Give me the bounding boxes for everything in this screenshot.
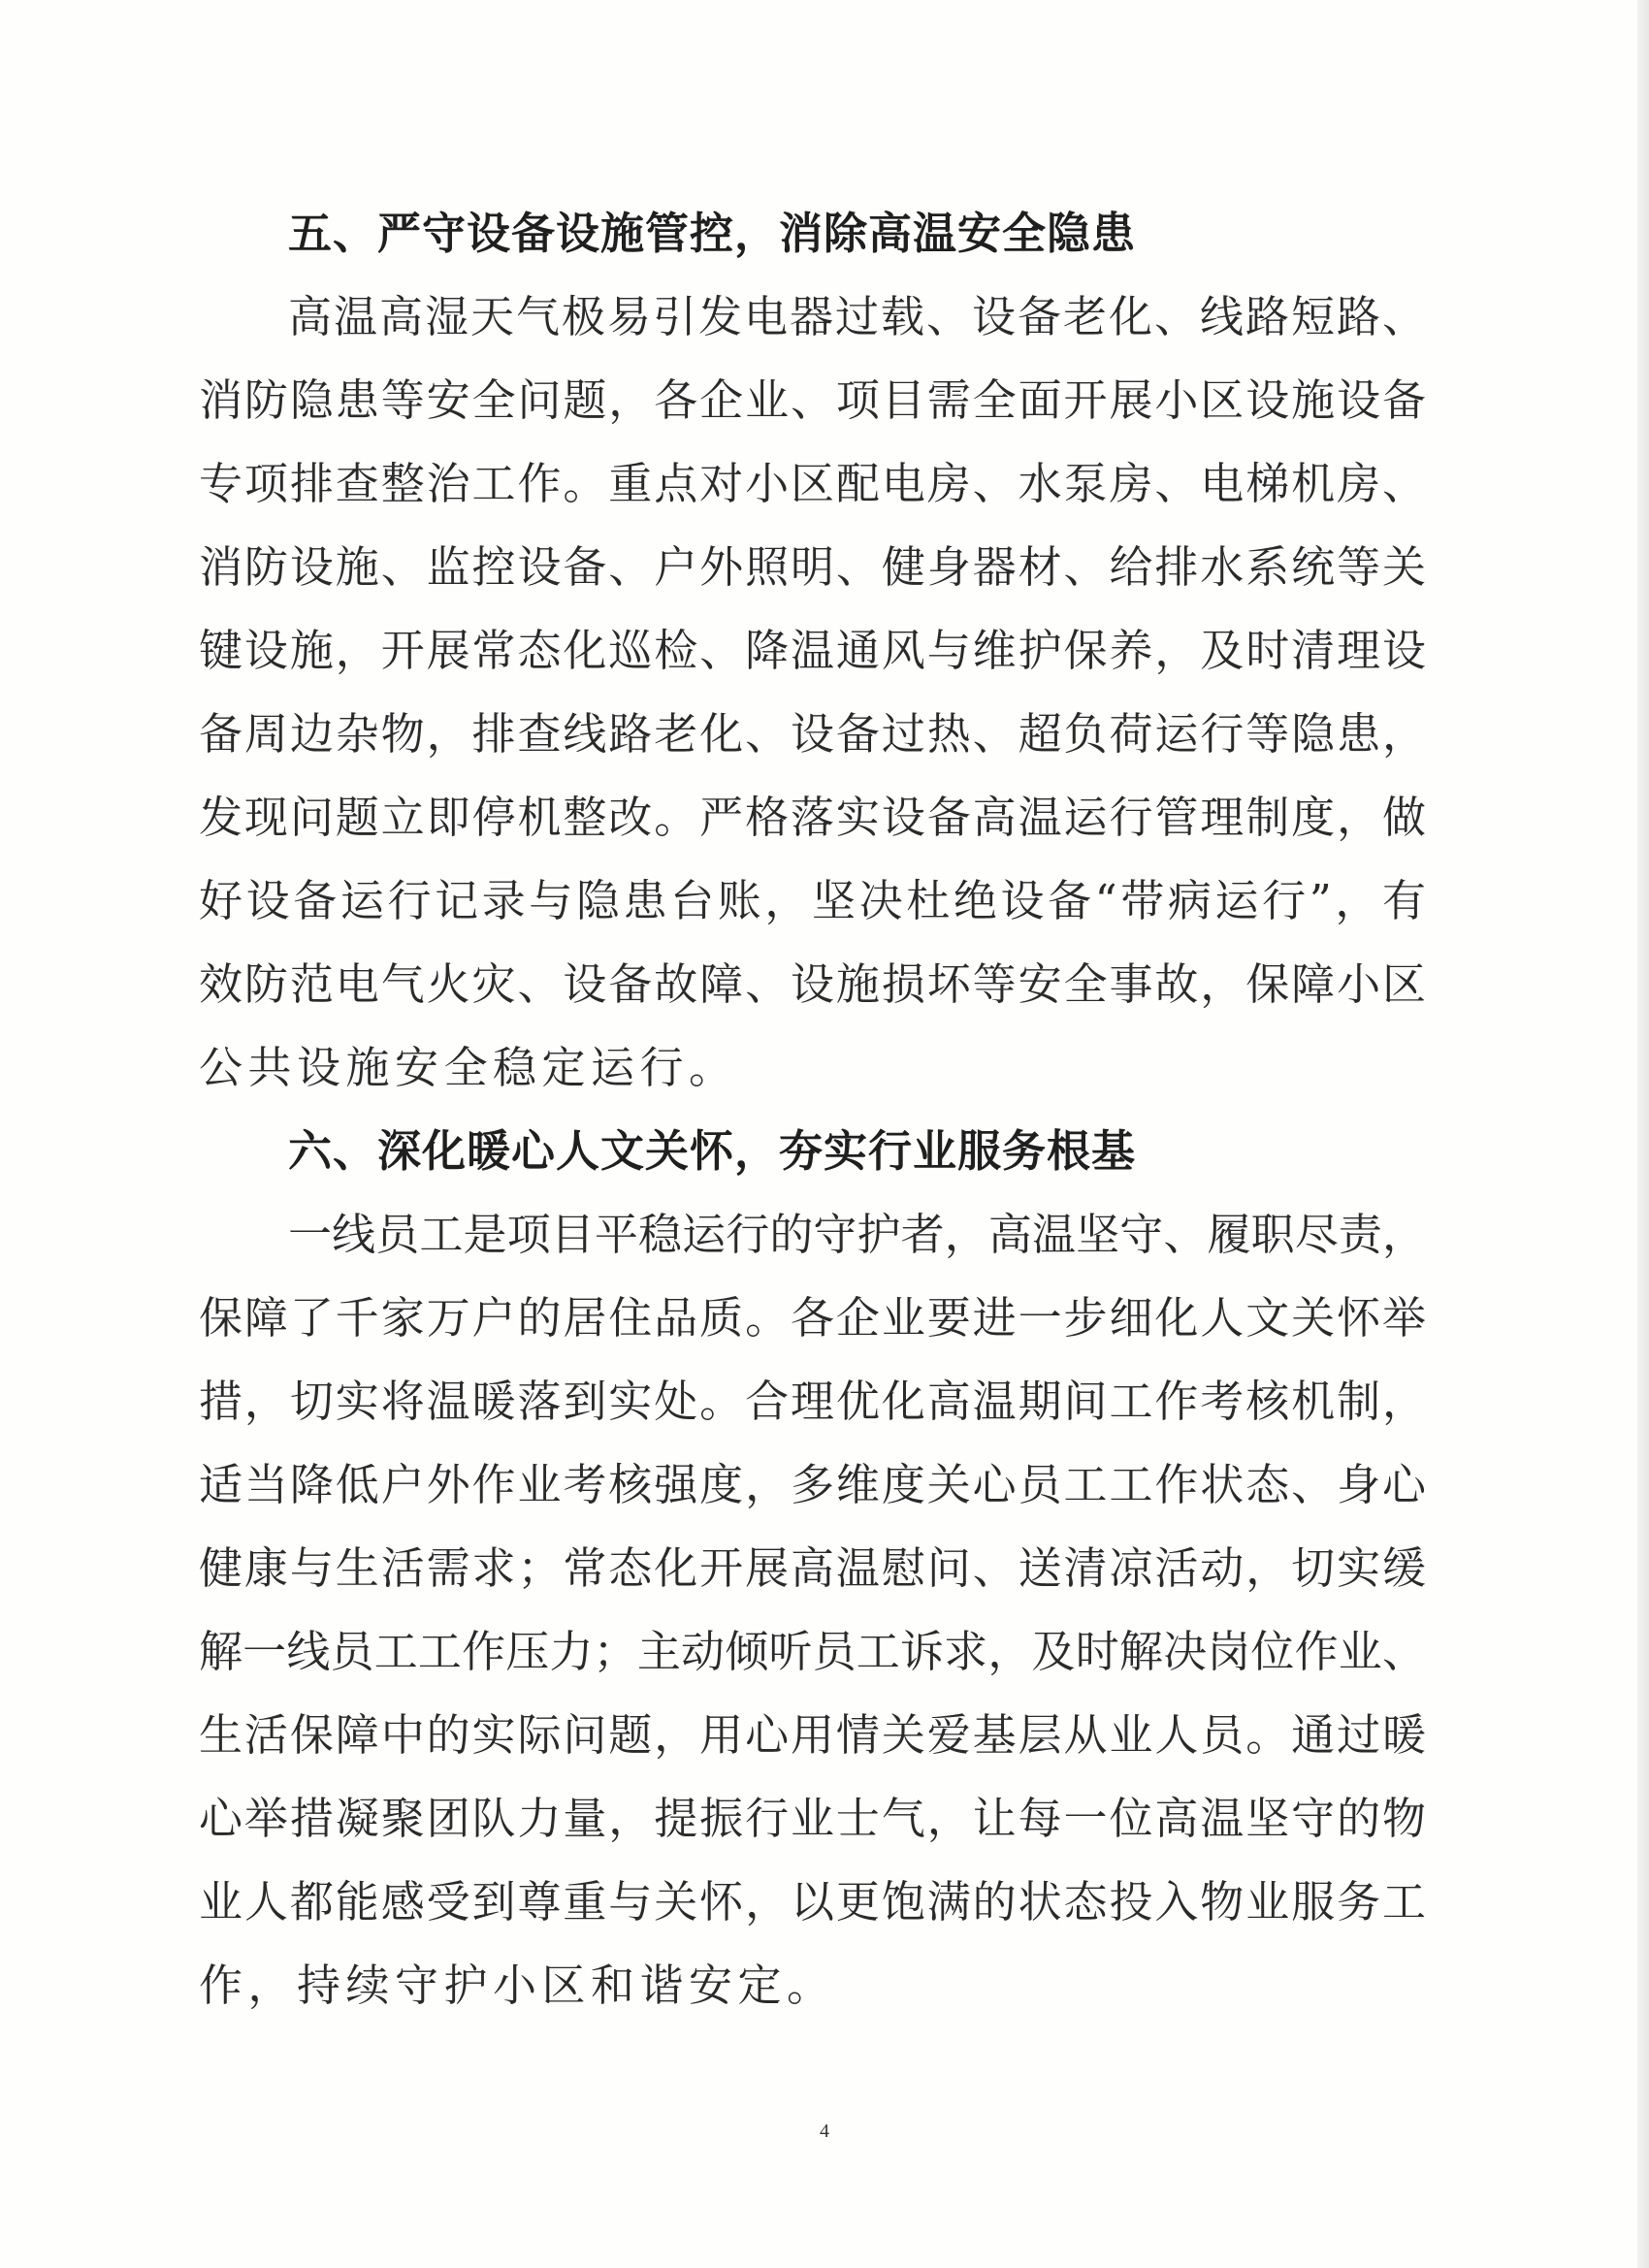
paragraph-line: 适当降低户外作业考核强度，多维度关心员工工作状态、身心 bbox=[199, 1459, 1426, 1510]
paragraph-line: 保障了千家万户的居住品质。各企业要进一步细化人文关怀举 bbox=[199, 1292, 1426, 1344]
section-heading-5: 五、严守设备设施管控，消除高温安全隐患 bbox=[288, 208, 1137, 259]
paragraph-line: 效防范电气火灾、设备故障、设施损坏等安全事故，保障小区 bbox=[199, 958, 1426, 1010]
paragraph-line: 高温高湿天气极易引发电器过载、设备老化、线路短路、 bbox=[288, 291, 1426, 342]
paragraph-line: 措，切实将温暖落到实处。合理优化高温期间工作考核机制， bbox=[199, 1376, 1426, 1427]
page-number: 4 bbox=[820, 2121, 829, 2142]
section-heading-6: 六、深化暖心人文关怀，夯实行业服务根基 bbox=[288, 1125, 1137, 1177]
section-paragraph-5 bbox=[199, 275, 1426, 1110]
paragraph-line: 消防隐患等安全问题，各企业、项目需全面开展小区设施设备 bbox=[199, 374, 1426, 426]
section-paragraph-6 bbox=[199, 1193, 1426, 2027]
paragraph-line: 生活保障中的实际问题，用心用情关爱基层从业人员。通过暖 bbox=[199, 1709, 1426, 1761]
paragraph-line: 发现问题立即停机整改。严格落实设备高温运行管理制度，做 bbox=[199, 792, 1426, 843]
paragraph-line: 消防设施、监控设备、户外照明、健身器材、给排水系统等关 bbox=[199, 541, 1426, 593]
paragraph-line: 备周边杂物，排查线路老化、设备过热、超负荷运行等隐患， bbox=[199, 708, 1426, 760]
paragraph-line: 键设施，开展常态化巡检、降温通风与维护保养，及时清理设 bbox=[199, 625, 1426, 676]
scan-edge bbox=[1637, 0, 1649, 2268]
document-body bbox=[199, 192, 1426, 2027]
paragraph-line-last: 作，持续守护小区和谐安定。 bbox=[199, 1960, 836, 2011]
paragraph-line: 专项排查整治工作。重点对小区配电房、水泵房、电梯机房、 bbox=[199, 458, 1426, 509]
paragraph-line: 解一线员工工作压力；主动倾听员工诉求，及时解决岗位作业、 bbox=[199, 1626, 1426, 1677]
paragraph-line: 健康与生活需求；常态化开展高温慰问、送清凉活动，切实缓 bbox=[199, 1542, 1426, 1594]
paragraph-line: 业人都能感受到尊重与关怀，以更饱满的状态投入物业服务工 bbox=[199, 1876, 1426, 1928]
paragraph-line: 好设备运行记录与隐患台账，坚决杜绝设备“带病运行”，有 bbox=[199, 875, 1426, 926]
paragraph-line-last: 公共设施安全稳定运行。 bbox=[199, 1042, 738, 1093]
paragraph-line: 心举措凝聚团队力量，提振行业士气，让每一位高温坚守的物 bbox=[199, 1793, 1426, 1844]
paragraph-line: 一线员工是项目平稳运行的守护者，高温坚守、履职尽责， bbox=[288, 1209, 1426, 1260]
